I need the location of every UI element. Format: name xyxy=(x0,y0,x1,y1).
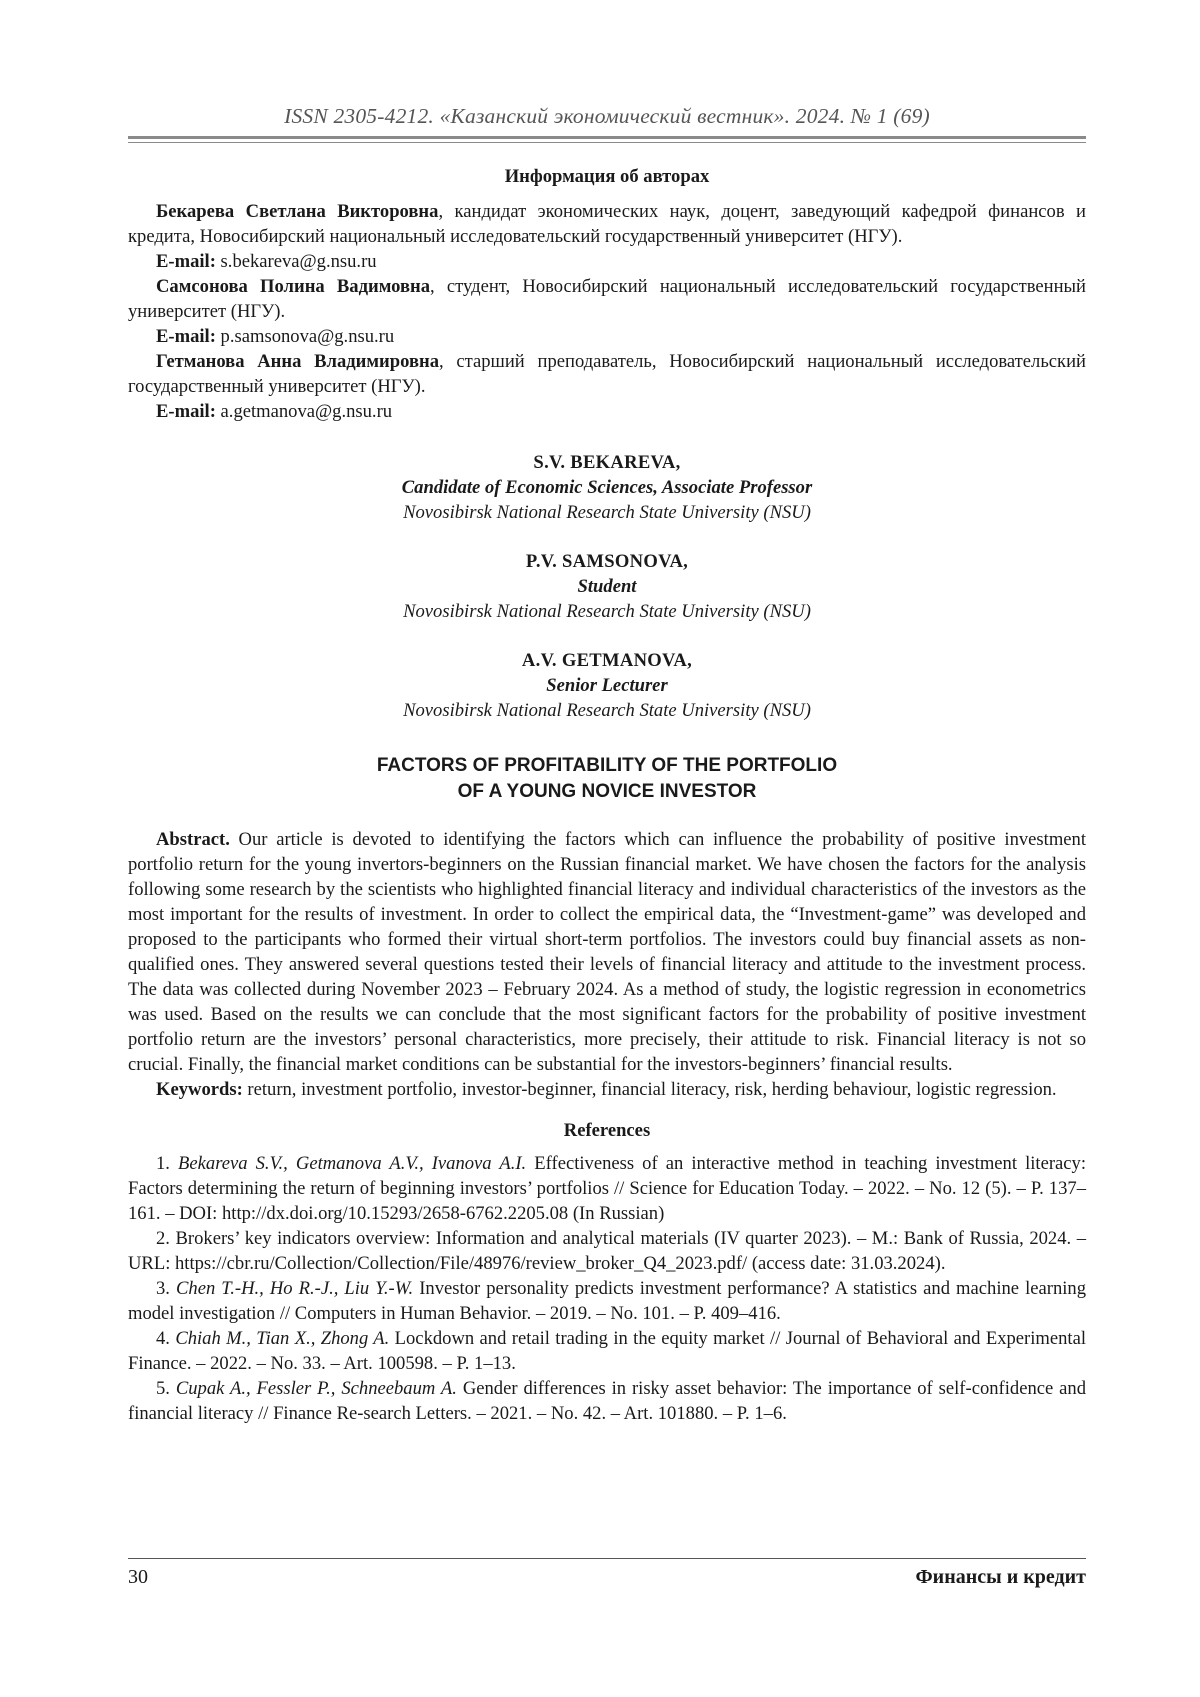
author-ru-name: Гетманова Анна Владимировна xyxy=(156,351,439,372)
reference-item xyxy=(128,1376,1086,1426)
reference-item xyxy=(128,1276,1086,1326)
author-en-affiliation: Novosibirsk National Research State University (NSU) xyxy=(403,502,811,523)
reference-item xyxy=(128,1326,1086,1376)
article-title-line1: FACTORS OF PROFITABILITY OF THE PORTFOLIO xyxy=(376,755,838,776)
abstract xyxy=(128,827,1086,1077)
reference-text: Lockdown and retail trading in the equity market // Journal of Behavioral and Experimental Finance. – 2022. – No. 33. – Art. 100598. – P. 1–13. xyxy=(128,1328,1086,1374)
author-en-role: Student xyxy=(577,576,637,597)
article-title xyxy=(128,753,1086,805)
reference-number: 1. xyxy=(156,1153,179,1174)
page-number: 30 xyxy=(128,1566,148,1588)
reference-number: 5. xyxy=(156,1378,176,1399)
email-value: p.samsonova@g.nsu.ru xyxy=(215,326,395,347)
reference-authors: Chen T.-H., Ho R.-J., Liu Y.-W. xyxy=(176,1278,414,1299)
author-ru-name: Бекарева Светлана Викторовна xyxy=(156,201,439,222)
author-en-affiliation: Novosibirsk National Research State University (NSU) xyxy=(403,601,811,622)
author-en-name: P.V. SAMSONOVA, xyxy=(525,551,689,572)
author-ru-desc: , старший преподаватель, Новосибирский национальный исследовательский государственный университет (НГУ). xyxy=(128,351,1086,397)
author-ru-name: Самсонова Полина Вадимовна xyxy=(156,276,431,297)
author-en-2 xyxy=(128,549,1086,624)
reference-number: 2. xyxy=(156,1228,176,1249)
author-ru-3 xyxy=(128,349,1086,399)
footer-rule xyxy=(128,1558,1086,1559)
keywords-label: Keywords: xyxy=(156,1079,243,1100)
author-ru-desc: , студент, Новосибирский национальный исследовательский государственный университет (НГУ). xyxy=(128,276,1086,322)
author-en-role: Senior Lecturer xyxy=(546,675,668,696)
keywords xyxy=(128,1077,1086,1102)
reference-number: 4. xyxy=(156,1328,176,1349)
references-title: References xyxy=(563,1120,651,1141)
author-ru-email xyxy=(128,324,1086,349)
journal-section: Финансы и кредит xyxy=(915,1566,1086,1588)
reference-text: Effectiveness of an interactive method in teaching investment literacy: Factors determining the return of beginning investors’ portfolios // Science for Education Today. – 2022. – No. 12 (5). – P. 137–161. – DOI: http://dx.doi.org/10.15293/2658-6762.2205.08 (In Russian) xyxy=(128,1153,1086,1224)
reference-text: Gender differences in risky asset behavior: The importance of self-confidence and financial literacy // Finance Re-search Letters. – 2021. – No. 42. – Art. 101880. – P. 1–6. xyxy=(128,1378,1087,1424)
article-title-line2: OF A YOUNG NOVICE INVESTOR xyxy=(457,781,757,802)
author-en-name: A.V. GETMANOVA, xyxy=(521,650,693,671)
header-rule-thick xyxy=(128,136,1086,139)
author-ru-email xyxy=(128,399,1086,424)
reference-authors: Bekareva S.V., Getmanova A.V., Ivanova A.I. xyxy=(178,1153,527,1174)
email-label: E-mail: xyxy=(156,251,216,272)
reference-text: Brokers’ key indicators overview: Information and analytical materials (IV quarter 2023). – M.: Bank of Russia, 2024. – URL: https://cbr.ru/Collection/Collection/File/48976/review_broker_Q4_2023.pdf/ (access date: 31.03.2024). xyxy=(128,1228,1086,1274)
author-ru-desc: , кандидат экономических наук, доцент, заведующий кафедрой финансов и кредита, Новосибирский национальный исследовательский государственный университет (НГУ). xyxy=(128,201,1086,247)
author-en-3 xyxy=(128,648,1086,723)
author-en-affiliation: Novosibirsk National Research State University (NSU) xyxy=(403,700,811,721)
header-rule-thin xyxy=(128,142,1086,143)
author-ru-2 xyxy=(128,274,1086,324)
email-label: E-mail: xyxy=(156,326,216,347)
running-header: ISSN 2305-4212. «Казанский экономический вестник». 2024. № 1 (69) xyxy=(284,104,930,128)
reference-authors: Chiah M., Tian X., Zhong A. xyxy=(175,1328,390,1349)
reference-number: 3. xyxy=(156,1278,176,1299)
abstract-label: Abstract. xyxy=(156,829,230,850)
authors-info-title: Информация об авторах xyxy=(504,166,710,187)
author-ru-1 xyxy=(128,199,1086,249)
reference-text: Investor personality predicts investment performance? A statistics and machine learning model investigation // Computers in Human Behavior. – 2019. – No. 101. – P. 409–416. xyxy=(128,1278,1087,1324)
reference-authors: Cupak A., Fessler P., Schneebaum A. xyxy=(175,1378,457,1399)
author-en-name: S.V. BEKAREVA, xyxy=(533,452,681,473)
author-en-role: Candidate of Economic Sciences, Associate Professor xyxy=(401,477,813,498)
page-content xyxy=(128,164,1086,1426)
author-ru-email xyxy=(128,249,1086,274)
reference-item xyxy=(128,1151,1086,1226)
email-value: a.getmanova@g.nsu.ru xyxy=(215,401,393,422)
abstract-text: Our article is devoted to identifying the factors which can influence the probability of positive investment portfolio return for the young invertors-beginners on the Russian financial market. We have chosen the factors for the analysis following some research by the scientists who highlighted financial literacy and individual characteristics of the investors as the most important for the results of investment. In order to collect the empirical data, the “Investment-game” was developed and proposed to the participants who formed their virtual short-term portfolios. The investors could buy financial assets as non-qualified ones. They answered several questions tested their levels of financial literacy and attitude to the investment process. The data was collected during November 2023 – February 2024. As a method of study, the logistic regression in econometrics was used. Based on the results we can conclude that the most significant factors for the probability of positive investment portfolio return are the investors’ personal characteristics, more precisely, their attitude to risk. Financial literacy is not so crucial. Finally, the financial market conditions can be substantial for the investors-beginners’ financial results. xyxy=(128,829,1086,1075)
author-en-1 xyxy=(128,450,1086,525)
email-label: E-mail: xyxy=(156,401,216,422)
keywords-text: return, investment portfolio, investor-beginner, financial literacy, risk, herding behaviour, logistic regression. xyxy=(242,1079,1057,1100)
email-value: s.bekareva@g.nsu.ru xyxy=(215,251,377,272)
reference-item xyxy=(128,1226,1086,1276)
